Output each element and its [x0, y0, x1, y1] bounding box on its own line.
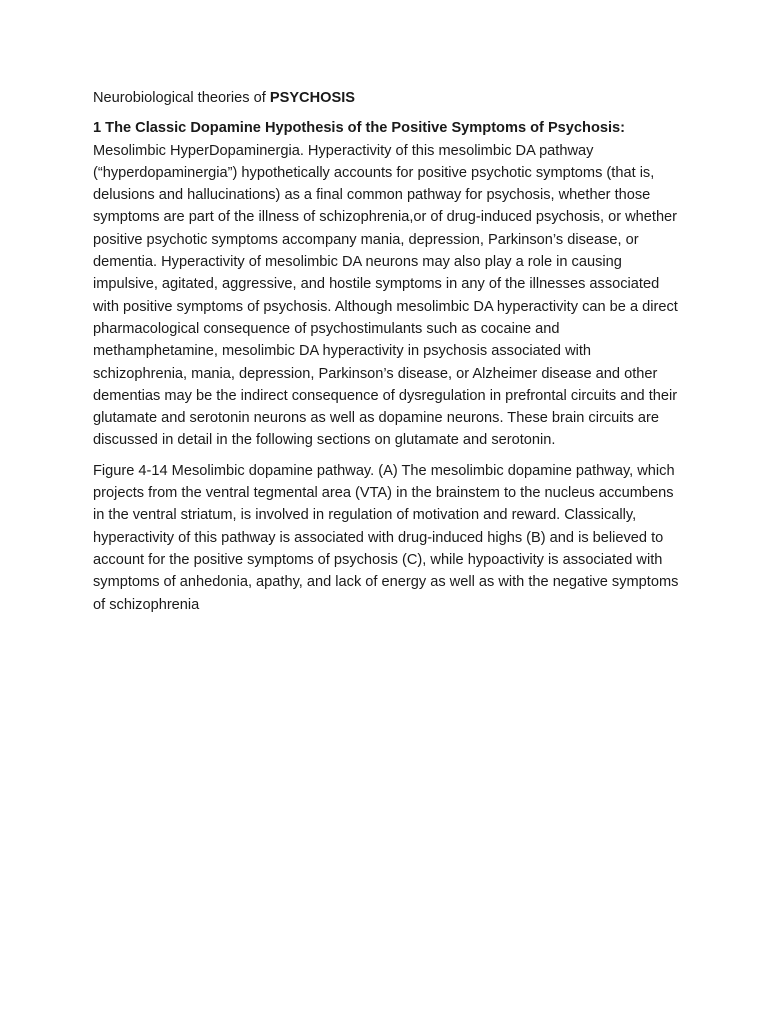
figure-caption: Figure 4-14 Mesolimbic dopamine pathway. (A) The mesolimbic dopamine pathway, which projects from the ventral tegmental area (VTA) in the brainstem to the nucleus accumbens in the ventral striatum, is involved in regulation of motivation and reward. Classically, hyperactivity of this pathway is associated with drug-induced highs (B) and is believed to account for the positive symptoms of psychosis (C), while hypoactivity is associated with symptoms of anhedonia, apathy, and lack of energy as well as with the negative symptoms of schizophrenia [93, 462, 679, 613]
heading-bold-text: PSYCHOSIS [269, 90, 356, 106]
section-1-paragraph [93, 117, 683, 451]
heading-text: Neurobiological theories of [93, 90, 270, 106]
section-1-title: 1 The Classic Dopamine Hypothesis of the Positive Symptoms of Psychosis: [93, 120, 626, 137]
document-content [93, 87, 683, 624]
document-heading [93, 87, 683, 109]
section-1-body: Mesolimbic HyperDopaminergia. Hyperactivity of this mesolimbic DA pathway (“hyperdopaminergia”) hypothetically accounts for positive psychotic symptoms (that is, delusions and hallucinations) as a final common pathway for psychosis, whether those symptoms are part of the illness of schizophrenia,or of drug-induced psychosis, or whether positive psychotic symptoms accompany mania, depression, Parkinson’s disease, or dementia. Hyperactivity of mesolimbic DA neurons may also play a role in causing impulsive, agitated, aggressive, and hostile symptoms in any of the illnesses associated with positive symptoms of psychosis. Although mesolimbic DA hyperactivity can be a direct pharmacological consequence of psychostimulants such as cocaine and methamphetamine, mesolimbic DA hyperactivity in psychosis associated with schizophrenia, mania, depression, Parkinson’s disease, or Alzheimer disease and other dementias may be the indirect consequence of dysregulation in prefrontal circuits and their glutamate and serotonin neurons as well as dopamine neurons. These brain circuits are discussed in detail in the following sections on glutamate and serotonin. [93, 142, 678, 449]
